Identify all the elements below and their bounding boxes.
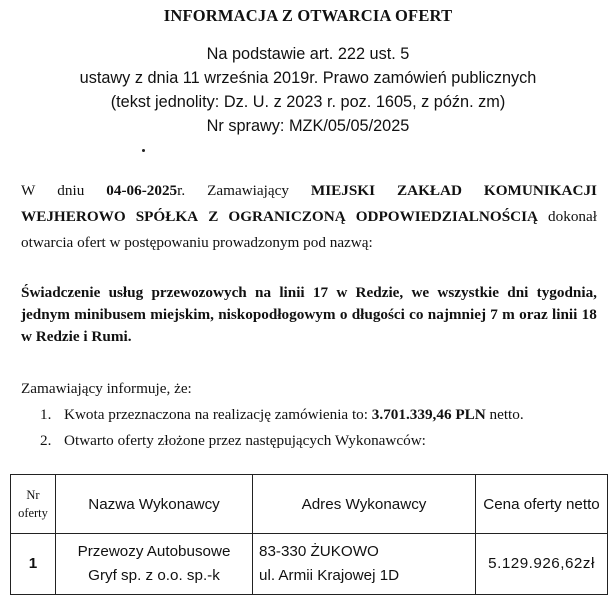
legal-basis (0, 42, 616, 138)
intro-line-3: otwarcia ofert w postępowaniu prowadzonym pod nazwą: (21, 234, 373, 251)
table-header-row (11, 475, 608, 534)
list-item-suffix: netto. (485, 406, 524, 423)
contractor-name-line-1: Przewozy Autobusowe (77, 543, 231, 560)
opening-date-suffix: r. (177, 182, 186, 199)
subject-word: linii (279, 284, 305, 301)
subject-word: wszystkie (437, 284, 500, 301)
subject-word: najmniej (427, 306, 486, 323)
subject-word: Redzie, (355, 284, 404, 301)
header-nr-line-1: Nr (26, 488, 40, 502)
list-item (40, 402, 524, 428)
opening-date (106, 178, 185, 204)
header-contractor-address: Adres Wykonawcy (253, 475, 476, 534)
procurement-subject (21, 282, 597, 348)
intro-word: W (21, 182, 36, 199)
org-name-word: ODPOWIEDZIALNOŚCIĄ (355, 208, 538, 225)
offer-number: 1 (11, 534, 56, 595)
list-item-text: Kwota przeznaczona na realizację zamówienia to: (64, 406, 372, 423)
org-name-word: SPÓŁKA (135, 208, 199, 225)
subject-word: o (339, 306, 348, 323)
header-contractor-name: Nazwa Wykonawcy (56, 475, 253, 534)
informs-text: Zamawiający informuje, że: (21, 380, 192, 397)
contractor-name (56, 534, 253, 595)
offers-table (10, 474, 608, 595)
subject-word: 7 (490, 306, 498, 323)
list-item (40, 428, 524, 454)
subject-line-2 (21, 304, 597, 326)
list-item-number: 1. (40, 406, 52, 423)
subject-word: oraz (519, 306, 548, 323)
table-row (11, 534, 608, 595)
subject-line-3: w Redzie i Rumi. (21, 328, 132, 345)
subject-word: 18 (581, 306, 597, 323)
org-name-word: KOMUNIKACJI (483, 182, 597, 199)
subject-word: Świadczenie (21, 284, 101, 301)
subject-word: m (502, 306, 515, 323)
intro-word: dniu (57, 182, 85, 199)
subject-word: niskopodłogowym (218, 306, 336, 323)
subject-word: we (411, 284, 430, 301)
header-offer-price: Cena oferty netto (476, 475, 608, 534)
contractor-name-line-2: Gryf sp. z o.o. sp.-k (88, 567, 220, 584)
subject-word: co (409, 306, 424, 323)
subject-word: długości (351, 306, 405, 323)
contractor-address (253, 534, 476, 595)
case-number: Nr sprawy: MZK/05/05/2025 (206, 117, 410, 135)
subject-word: miejskim, (150, 306, 214, 323)
org-name-word: WEJHEROWO (21, 208, 126, 225)
legal-basis-line-2: ustawy z dnia 11 września 2019r. Prawo zamówień publicznych (79, 69, 537, 87)
list-item-number: 2. (40, 432, 52, 449)
list-item-text: Otwarto oferty złożone przez następujących Wykonawców: (64, 432, 426, 449)
header-nr-line-2: oferty (18, 506, 48, 520)
subject-word: 17 (312, 284, 329, 301)
intro-word: dokonał (548, 208, 597, 225)
legal-basis-line-1: Na podstawie art. 222 ust. 5 (206, 45, 410, 63)
intro-line-2 (21, 204, 597, 230)
intro-word: Zamawiający (207, 182, 289, 199)
contractor-address-line-1: 83-330 ŻUKOWO (259, 543, 379, 560)
intro-line-1 (21, 178, 597, 204)
subject-word: linii (552, 306, 578, 323)
subject-line-1 (21, 282, 597, 304)
offer-price: 5.129.926,62zł (476, 534, 608, 595)
document-title: INFORMACJA Z OTWARCIA OFERT (163, 6, 453, 25)
subject-word: minibusem (74, 306, 146, 323)
legal-basis-line-3: (tekst jednolity: Dz. U. z 2023 r. poz. 1605, z późn. zm) (110, 93, 506, 111)
contractor-address-line-2: ul. Armii Krajowej 1D (259, 567, 400, 584)
org-name-word: OGRANICZONĄ (228, 208, 346, 225)
stray-dot (142, 149, 145, 152)
subject-word: na (255, 284, 272, 301)
org-name-word: MIEJSKI (310, 182, 376, 199)
budget-amount: 3.701.339,46 PLN (371, 406, 486, 423)
subject-word: jednym (21, 306, 70, 323)
org-name-word: ZAKŁAD (396, 182, 462, 199)
org-name-word: Z (208, 208, 219, 225)
opening-date-value: 04-06-2025 (106, 182, 178, 199)
info-list (40, 402, 524, 454)
subject-word: przewozowych (151, 284, 247, 301)
header-offer-number (11, 475, 56, 534)
intro-paragraph (21, 178, 597, 256)
subject-word: dni (507, 284, 529, 301)
subject-word: usług (108, 284, 144, 301)
subject-word: tygodnia, (536, 284, 597, 301)
subject-word: w (336, 284, 348, 301)
